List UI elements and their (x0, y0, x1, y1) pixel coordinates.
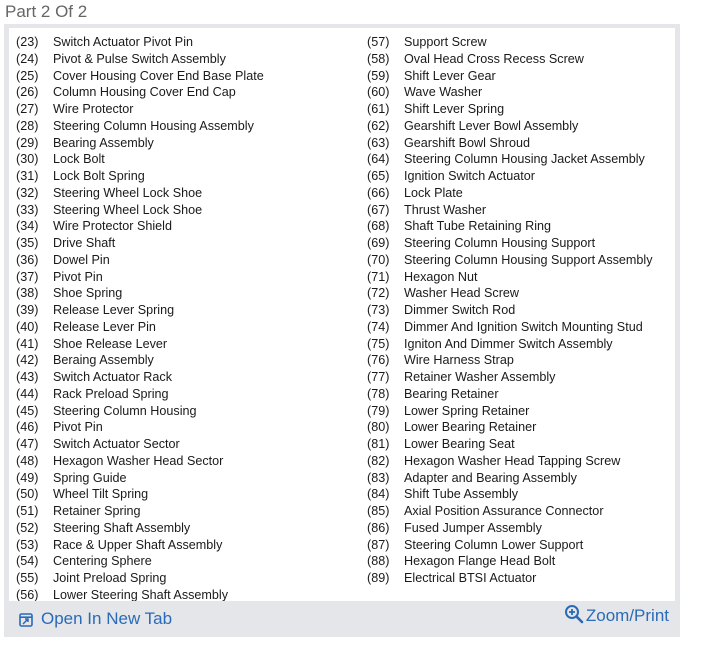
legend-item-number: (74) (367, 319, 390, 334)
legend-item-number: (62) (367, 118, 390, 133)
figure-legend (9, 28, 675, 601)
legend-item (367, 470, 653, 487)
legend-item-number: (48) (16, 453, 39, 468)
legend-item (367, 352, 653, 369)
legend-item-label: Oval Head Cross Recess Screw (404, 51, 584, 66)
legend-item (367, 235, 653, 252)
legend-item-number: (86) (367, 520, 390, 535)
legend-item (16, 553, 264, 570)
legend-item-number: (59) (367, 68, 390, 83)
legend-item (16, 587, 264, 601)
legend-item-number: (85) (367, 504, 390, 518)
legend-item-number: (35) (16, 236, 39, 250)
legend-item (16, 84, 264, 101)
legend-item-number: (82) (367, 453, 390, 468)
legend-item (367, 486, 653, 503)
legend-item-label: Steering Column Lower Support (404, 537, 584, 552)
legend-item (367, 302, 653, 319)
legend-item-number: (41) (16, 336, 39, 351)
zoom-print-link[interactable] (564, 606, 669, 626)
legend-item-label: Rack Preload Spring (53, 386, 169, 401)
legend-item-label: Retainer Spring (53, 504, 141, 518)
legend-item-label: Cover Housing Cover End Base Plate (53, 68, 264, 83)
open-in-new-tab-link[interactable] (19, 609, 172, 629)
legend-item-number: (66) (367, 185, 390, 200)
legend-item-label: Dowel Pin (53, 252, 110, 267)
legend-item-label: Drive Shaft (53, 236, 116, 250)
legend-item-label: Steering Wheel Lock Shoe (53, 185, 203, 200)
legend-item-number: (24) (16, 51, 39, 66)
legend-item (16, 135, 264, 152)
legend-item (367, 151, 653, 168)
legend-item-label: Adapter and Bearing Assembly (404, 470, 577, 485)
legend-item-label: Hexagon Washer Head Sector (53, 453, 224, 468)
legend-item-label: Shaft Tube Retaining Ring (404, 219, 552, 234)
legend-item-number: (55) (16, 571, 39, 585)
legend-item-label: Hexagon Flange Head Bolt (404, 554, 556, 569)
legend-item-label: Lock Bolt (53, 152, 105, 167)
legend-item-number: (40) (16, 319, 39, 334)
legend-item-label: Spring Guide (53, 470, 127, 485)
legend-item (16, 520, 264, 537)
legend-item-number: (29) (16, 135, 39, 150)
part-title: Part 2 Of 2 (5, 2, 88, 21)
open-new-tab-icon (19, 612, 33, 626)
legend-item-number: (34) (16, 219, 39, 234)
legend-item-label: Lock Plate (404, 185, 463, 200)
legend-item (16, 470, 264, 487)
legend-item-label: Igniton And Dimmer Switch Assembly (404, 336, 613, 351)
legend-item-number: (45) (16, 403, 39, 418)
legend-item-label: Beraing Assembly (53, 353, 154, 368)
legend-item (367, 34, 653, 51)
legend-item-label: Lock Bolt Spring (53, 169, 145, 183)
legend-item-number: (68) (367, 219, 390, 234)
legend-item (367, 285, 653, 302)
legend-item (367, 269, 653, 286)
legend-item-number: (38) (16, 286, 39, 301)
legend-item (367, 135, 653, 152)
legend-item-label: Bearing Assembly (53, 135, 154, 150)
legend-item-number: (54) (16, 554, 39, 569)
legend-item-number: (39) (16, 303, 39, 317)
legend-item (367, 202, 653, 219)
legend-item (16, 570, 264, 587)
legend-item-number: (30) (16, 152, 39, 167)
legend-item (16, 336, 264, 353)
legend-item-label: Wire Protector Shield (53, 219, 172, 234)
legend-item-number: (25) (16, 68, 39, 83)
legend-item-number: (80) (367, 420, 390, 435)
legend-item-number: (77) (367, 370, 390, 384)
legend-item (16, 252, 264, 269)
legend-item-label: Switch Actuator Sector (53, 437, 180, 451)
legend-item-number: (75) (367, 336, 390, 351)
legend-item (16, 101, 264, 118)
legend-item-number: (61) (367, 102, 390, 116)
legend-item-number: (43) (16, 370, 39, 384)
legend-item-number: (88) (367, 554, 390, 569)
legend-item (16, 51, 264, 68)
legend-item-label: Axial Position Assurance Connector (404, 504, 604, 518)
legend-item-number: (23) (16, 35, 39, 49)
legend-item-number: (46) (16, 420, 39, 435)
legend-item-number: (33) (16, 202, 39, 217)
legend-item-label: Wheel Tilt Spring (53, 487, 149, 502)
legend-item-label: Release Lever Pin (53, 319, 156, 334)
legend-item-label: Wire Protector (53, 102, 134, 116)
legend-item-number: (50) (16, 487, 39, 502)
legend-item-number: (69) (367, 236, 390, 250)
legend-item-label: Wave Washer (404, 85, 483, 100)
legend-item (367, 185, 653, 202)
legend-item (16, 202, 264, 219)
legend-item-label: Electrical BTSI Actuator (404, 571, 537, 585)
legend-item-number: (36) (16, 252, 39, 267)
legend-item (16, 168, 264, 185)
legend-item (16, 436, 264, 453)
legend-item (367, 503, 653, 520)
legend-item-number: (42) (16, 353, 39, 368)
legend-item-label: Steering Column Housing Jacket Assembly (404, 152, 645, 167)
legend-item-label: Lower Bearing Retainer (404, 420, 537, 435)
legend-item-label: Pivot & Pulse Switch Assembly (53, 51, 226, 66)
legend-item-number: (27) (16, 102, 39, 116)
legend-item (367, 386, 653, 403)
legend-item (16, 302, 264, 319)
legend-item (16, 118, 264, 135)
legend-item-number: (89) (367, 571, 390, 585)
legend-item (367, 553, 653, 570)
legend-item-number: (64) (367, 152, 390, 167)
legend-item (16, 352, 264, 369)
legend-item-label: Hexagon Washer Head Tapping Screw (404, 453, 621, 468)
legend-item-number: (79) (367, 403, 390, 418)
legend-item (16, 218, 264, 235)
legend-item (367, 419, 653, 436)
legend-item-number: (47) (16, 437, 39, 451)
zoom-print-label: Zoom/Print (585, 606, 669, 625)
legend-item-number: (57) (367, 35, 390, 49)
legend-item-label: Retainer Washer Assembly (404, 370, 556, 384)
legend-item-label: Bearing Retainer (404, 386, 499, 401)
legend-item (367, 218, 653, 235)
legend-item-label: Steering Column Housing (53, 403, 197, 418)
legend-item-label: Release Lever Spring (53, 303, 175, 317)
legend-item (16, 151, 264, 168)
legend-column-left (16, 34, 264, 601)
legend-item-label: Joint Preload Spring (53, 571, 167, 585)
legend-item (16, 285, 264, 302)
legend-item-label: Fused Jumper Assembly (404, 520, 542, 535)
legend-item (367, 118, 653, 135)
legend-item-label: Hexagon Nut (404, 269, 478, 284)
legend-item (367, 336, 653, 353)
legend-item-number: (60) (367, 85, 390, 100)
legend-item-label: Centering Sphere (53, 554, 152, 569)
legend-item (367, 101, 653, 118)
legend-item-label: Dimmer And Ignition Switch Mounting Stud (404, 319, 643, 334)
legend-item (16, 386, 264, 403)
legend-item (16, 486, 264, 503)
legend-item (16, 369, 264, 386)
legend-item (367, 168, 653, 185)
legend-item-number: (56) (16, 587, 39, 601)
legend-item-label: Gearshift Bowl Shroud (404, 135, 530, 150)
legend-item (16, 403, 264, 420)
legend-item (367, 453, 653, 470)
legend-item-label: Wire Harness Strap (404, 353, 514, 368)
legend-item (367, 252, 653, 269)
legend-item-label: Thrust Washer (404, 202, 487, 217)
legend-item-number: (87) (367, 537, 390, 552)
legend-item-number: (78) (367, 386, 390, 401)
legend-item (16, 68, 264, 85)
legend-item-number: (81) (367, 437, 390, 451)
legend-item-number: (28) (16, 118, 39, 133)
legend-item-label: Steering Shaft Assembly (53, 520, 191, 535)
legend-item-number: (51) (16, 504, 39, 518)
legend-item-label: Shoe Spring (53, 286, 123, 301)
legend-item-number: (58) (367, 51, 390, 66)
legend-item-label: Ignition Switch Actuator (404, 169, 535, 183)
legend-item-number: (53) (16, 537, 39, 552)
legend-item-label: Shift Tube Assembly (404, 487, 519, 502)
figure-toolbar (4, 601, 680, 637)
legend-item-label: Washer Head Screw (404, 286, 520, 301)
legend-item-label: Shift Lever Spring (404, 102, 505, 116)
legend-item-label: Shoe Release Lever (53, 336, 168, 351)
legend-item (367, 51, 653, 68)
legend-item-label: Lower Spring Retainer (404, 403, 530, 418)
legend-item (16, 185, 264, 202)
legend-item-number: (73) (367, 303, 390, 317)
legend-item-number: (31) (16, 169, 39, 183)
legend-item-label: Lower Bearing Seat (404, 437, 515, 451)
legend-item-number: (72) (367, 286, 390, 301)
legend-item-number: (84) (367, 487, 390, 502)
legend-item (16, 34, 264, 51)
legend-item-label: Support Screw (404, 35, 487, 49)
legend-item (16, 319, 264, 336)
legend-item (16, 503, 264, 520)
legend-item-number: (37) (16, 269, 39, 284)
legend-item-label: Pivot Pin (53, 420, 103, 435)
legend-item-label: Steering Wheel Lock Shoe (53, 202, 203, 217)
legend-item-number: (52) (16, 520, 39, 535)
legend-item-label: Gearshift Lever Bowl Assembly (404, 118, 579, 133)
legend-item-label: Column Housing Cover End Cap (53, 85, 236, 100)
open-in-new-tab-label: Open In New Tab (41, 609, 173, 628)
legend-item (16, 235, 264, 252)
legend-column-right (367, 34, 653, 587)
legend-item-label: Pivot Pin (53, 269, 103, 284)
legend-item (367, 520, 653, 537)
legend-item-number: (32) (16, 185, 39, 200)
legend-item-number: (67) (367, 202, 390, 217)
legend-item-number: (26) (16, 85, 39, 100)
legend-item-number: (49) (16, 470, 39, 485)
legend-item-label: Shift Lever Gear (404, 68, 496, 83)
legend-item-label: Lower Steering Shaft Assembly (53, 587, 229, 601)
legend-item-label: Switch Actuator Rack (53, 370, 172, 384)
legend-item-number: (63) (367, 135, 390, 150)
legend-item-label: Switch Actuator Pivot Pin (53, 35, 193, 49)
legend-item-number: (71) (367, 269, 390, 284)
legend-item-label: Steering Column Housing Support (404, 236, 596, 250)
legend-item (367, 403, 653, 420)
legend-item-number: (83) (367, 470, 390, 485)
legend-item (367, 436, 653, 453)
legend-item (367, 369, 653, 386)
legend-item-label: Dimmer Switch Rod (404, 303, 516, 317)
legend-item-number: (44) (16, 386, 39, 401)
legend-item (367, 68, 653, 85)
figure-frame (4, 24, 680, 637)
legend-item (367, 570, 653, 587)
legend-item-number: (70) (367, 252, 390, 267)
legend-item (16, 269, 264, 286)
legend-item-label: Race & Upper Shaft Assembly (53, 537, 223, 552)
legend-item-label: Steering Column Housing Support Assembly (404, 252, 653, 267)
legend-item-number: (76) (367, 353, 390, 368)
legend-item (367, 537, 653, 554)
zoom-in-icon (564, 604, 584, 624)
legend-item-number: (65) (367, 169, 390, 183)
legend-item (16, 537, 264, 554)
legend-item (367, 84, 653, 101)
legend-item-label: Steering Column Housing Assembly (53, 118, 254, 133)
legend-item (367, 319, 653, 336)
legend-item (16, 453, 264, 470)
legend-item (16, 419, 264, 436)
